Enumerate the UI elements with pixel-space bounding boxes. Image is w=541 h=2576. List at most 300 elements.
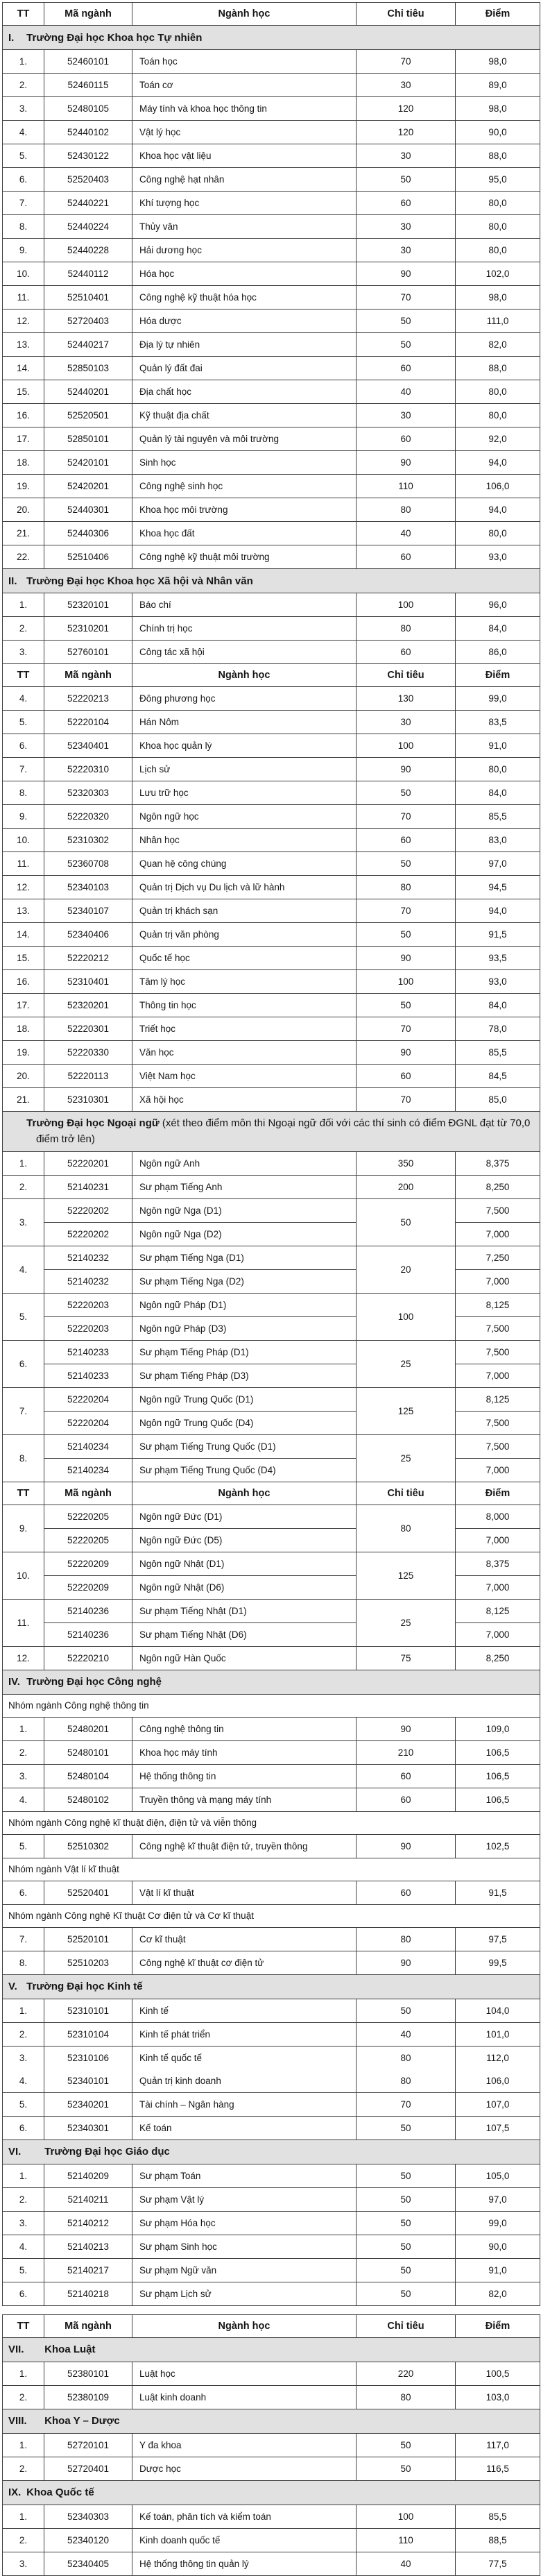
cell-code: 52440102 bbox=[44, 121, 132, 144]
cell-tt: 1. bbox=[3, 1999, 44, 2022]
table-row bbox=[3, 215, 540, 239]
section-header-cell bbox=[3, 2139, 540, 2164]
cell-score: 102,5 bbox=[456, 1834, 540, 1858]
col-header-score: Điểm bbox=[456, 1482, 540, 1505]
cell-tt: 1. bbox=[3, 593, 44, 617]
cell-tt: 5. bbox=[3, 1834, 44, 1858]
cell-score: 112,0 bbox=[456, 2046, 540, 2069]
cell-code: 52510401 bbox=[44, 286, 132, 310]
cell-quota: 25 bbox=[357, 1340, 456, 1387]
cell-code: 52220204 bbox=[44, 1411, 132, 1434]
cell-score: 100,5 bbox=[456, 2362, 540, 2385]
table-row bbox=[3, 2046, 540, 2069]
cell-code: 52440306 bbox=[44, 522, 132, 545]
cell-tt: 12. bbox=[3, 310, 44, 333]
cell-quota: 100 bbox=[357, 970, 456, 994]
cell-score: 82,0 bbox=[456, 2282, 540, 2305]
cell-name: Sư phạm Tiếng Anh bbox=[132, 1175, 357, 1198]
cell-tt: 5. bbox=[3, 1293, 44, 1340]
cell-quota: 50 bbox=[357, 781, 456, 805]
cell-code: 52140212 bbox=[44, 2211, 132, 2235]
cell-score: 8,250 bbox=[456, 1175, 540, 1198]
cell-name: Khí tượng học bbox=[132, 192, 357, 215]
column-header-row bbox=[3, 1482, 540, 1505]
cell-score: 99,5 bbox=[456, 1951, 540, 1974]
section-header-cell bbox=[3, 1112, 540, 1152]
cell-name: Ngôn ngữ Pháp (D3) bbox=[132, 1316, 357, 1340]
cell-name: Báo chí bbox=[132, 593, 357, 617]
cell-code: 52310301 bbox=[44, 1088, 132, 1112]
table-row bbox=[3, 192, 540, 215]
cell-quota: 60 bbox=[357, 829, 456, 852]
cell-quota: 200 bbox=[357, 1175, 456, 1198]
cell-name: Quản lý tài nguyên và môi trường bbox=[132, 427, 357, 451]
cell-name: Vật lý học bbox=[132, 121, 357, 144]
cell-tt: 11. bbox=[3, 1599, 44, 1646]
table-row bbox=[3, 2164, 540, 2187]
col-header-code: Mã ngành bbox=[44, 1482, 132, 1505]
cell-score: 111,0 bbox=[456, 310, 540, 333]
cell-name: Đông phương học bbox=[132, 687, 357, 711]
table-row bbox=[3, 2552, 540, 2575]
cell-score: 94,0 bbox=[456, 498, 540, 522]
cell-tt: 2. bbox=[3, 617, 44, 641]
section-title: Khoa Y – Dược bbox=[42, 2415, 120, 2427]
table-row bbox=[3, 2362, 540, 2385]
section-header bbox=[3, 2480, 540, 2505]
cell-tt: 3. bbox=[3, 2552, 44, 2575]
cell-score: 89,0 bbox=[456, 74, 540, 97]
col-header-quota: Chỉ tiêu bbox=[357, 664, 456, 687]
cell-tt: 4. bbox=[3, 687, 44, 711]
cell-tt: 21. bbox=[3, 1088, 44, 1112]
cell-tt: 9. bbox=[3, 805, 44, 829]
cell-quota: 60 bbox=[357, 1065, 456, 1088]
cell-name: Sư phạm Vật lý bbox=[132, 2187, 357, 2211]
cell-name: Khoa học máy tính bbox=[132, 1740, 357, 1764]
cell-tt: 11. bbox=[3, 852, 44, 876]
cell-code: 52140218 bbox=[44, 2282, 132, 2305]
table-row bbox=[3, 1788, 540, 1811]
cell-name: Quản lý đất đai bbox=[132, 357, 357, 380]
cell-quota: 110 bbox=[357, 475, 456, 498]
cell-code: 52220204 bbox=[44, 1387, 132, 1411]
cell-name: Cơ kĩ thuật bbox=[132, 1927, 357, 1951]
table-row bbox=[3, 1088, 540, 1112]
cell-score: 8,125 bbox=[456, 1387, 540, 1411]
cell-tt: 2. bbox=[3, 2187, 44, 2211]
cell-quota: 80 bbox=[357, 498, 456, 522]
cell-quota: 100 bbox=[357, 734, 456, 758]
cell-score: 107,5 bbox=[456, 2116, 540, 2139]
cell-tt: 22. bbox=[3, 545, 44, 569]
table-row bbox=[3, 2433, 540, 2457]
cell-quota: 80 bbox=[357, 876, 456, 899]
section-title: Trường Đại học Khoa học Tự nhiên bbox=[24, 31, 203, 44]
cell-score: 105,0 bbox=[456, 2164, 540, 2187]
table-row bbox=[3, 2282, 540, 2305]
cell-score: 84,5 bbox=[456, 1065, 540, 1088]
cell-code: 52420101 bbox=[44, 451, 132, 475]
table-row bbox=[3, 262, 540, 286]
cell-tt: 2. bbox=[3, 74, 44, 97]
cell-score: 106,5 bbox=[456, 1788, 540, 1811]
cell-quota: 100 bbox=[357, 1293, 456, 1340]
cell-code: 52140213 bbox=[44, 2235, 132, 2258]
section-title: Trường Đại học Công nghệ bbox=[24, 1676, 162, 1688]
cell-tt: 7. bbox=[3, 758, 44, 781]
cell-name: Ngôn ngữ Đức (D5) bbox=[132, 1528, 357, 1552]
cell-code: 52140234 bbox=[44, 1434, 132, 1458]
cell-name: Khoa học môi trường bbox=[132, 498, 357, 522]
cell-name: Quản trị văn phòng bbox=[132, 923, 357, 947]
cell-quota: 125 bbox=[357, 1552, 456, 1599]
table-row-group-first bbox=[3, 1340, 540, 1364]
table-row bbox=[3, 687, 540, 711]
cell-score: 7,500 bbox=[456, 1411, 540, 1434]
cell-quota: 30 bbox=[357, 144, 456, 168]
cell-score: 109,0 bbox=[456, 1717, 540, 1740]
cell-code: 52310101 bbox=[44, 1999, 132, 2022]
cell-score: 77,5 bbox=[456, 2552, 540, 2575]
cell-tt: 4. bbox=[3, 121, 44, 144]
col-header-quota: Chỉ tiêu bbox=[357, 2314, 456, 2337]
cell-code: 52460115 bbox=[44, 74, 132, 97]
col-header-name: Ngành học bbox=[132, 664, 357, 687]
cell-quota: 100 bbox=[357, 593, 456, 617]
cell-code: 52220209 bbox=[44, 1575, 132, 1599]
cell-code: 52380109 bbox=[44, 2385, 132, 2409]
column-header-row bbox=[3, 2314, 540, 2337]
cell-code: 52220203 bbox=[44, 1293, 132, 1316]
cell-name: Sư phạm Tiếng Pháp (D3) bbox=[132, 1364, 357, 1387]
section-label bbox=[8, 1115, 24, 1131]
cell-score: 98,0 bbox=[456, 286, 540, 310]
cell-tt: 15. bbox=[3, 380, 44, 404]
table-row bbox=[3, 2235, 540, 2258]
cell-tt: 10. bbox=[3, 262, 44, 286]
cell-name: Sư phạm Ngữ văn bbox=[132, 2258, 357, 2282]
cell-code: 52310201 bbox=[44, 617, 132, 641]
cell-quota: 60 bbox=[357, 192, 456, 215]
cell-score: 88,0 bbox=[456, 144, 540, 168]
table-row bbox=[3, 805, 540, 829]
cell-code: 52320303 bbox=[44, 781, 132, 805]
table-row bbox=[3, 923, 540, 947]
cell-code: 52340301 bbox=[44, 2116, 132, 2139]
table-row bbox=[3, 852, 540, 876]
cell-name: Quản trị Dịch vụ Du lịch và lữ hành bbox=[132, 876, 357, 899]
table-row bbox=[3, 144, 540, 168]
cell-name: Lịch sử bbox=[132, 758, 357, 781]
cell-name: Ngôn ngữ Đức (D1) bbox=[132, 1505, 357, 1528]
cell-code: 52520101 bbox=[44, 1927, 132, 1951]
section-header bbox=[3, 2139, 540, 2164]
table-row bbox=[3, 1951, 540, 1974]
table-row bbox=[3, 97, 540, 121]
cell-tt: 5. bbox=[3, 2258, 44, 2282]
cell-quota: 90 bbox=[357, 1951, 456, 1974]
cell-code: 52520501 bbox=[44, 404, 132, 427]
cell-score: 7,500 bbox=[456, 1198, 540, 1222]
cell-code: 52520403 bbox=[44, 168, 132, 192]
cell-code: 52850103 bbox=[44, 357, 132, 380]
section-title: Trường Đại học Kinh tế bbox=[24, 1981, 143, 1992]
col-header-quota: Chỉ tiêu bbox=[357, 1482, 456, 1505]
cell-name: Ngôn ngữ Nhật (D1) bbox=[132, 1552, 357, 1575]
cell-quota: 50 bbox=[357, 2433, 456, 2457]
table-row bbox=[3, 74, 540, 97]
table-row-group-second bbox=[3, 1269, 540, 1293]
cell-tt: 17. bbox=[3, 427, 44, 451]
section-label: II. bbox=[8, 575, 17, 587]
cell-quota: 70 bbox=[357, 899, 456, 923]
cell-tt: 17. bbox=[3, 994, 44, 1017]
cell-quota: 40 bbox=[357, 522, 456, 545]
cell-score: 98,0 bbox=[456, 50, 540, 74]
cell-name: Kế toán bbox=[132, 2116, 357, 2139]
table-row bbox=[3, 876, 540, 899]
cell-quota: 70 bbox=[357, 286, 456, 310]
col-header-name: Ngành học bbox=[132, 1482, 357, 1505]
subsection-label: Nhóm ngành Vật lí kĩ thuật bbox=[3, 1858, 540, 1881]
cell-quota: 50 bbox=[357, 333, 456, 357]
table-row bbox=[3, 593, 540, 617]
cell-code: 52440201 bbox=[44, 380, 132, 404]
cell-quota: 50 bbox=[357, 310, 456, 333]
cell-code: 52220113 bbox=[44, 1065, 132, 1088]
admissions-table bbox=[2, 2, 540, 2576]
table-row-group-second bbox=[3, 1458, 540, 1482]
table-row bbox=[3, 970, 540, 994]
cell-name: Luật kinh doanh bbox=[132, 2385, 357, 2409]
cell-quota: 90 bbox=[357, 1834, 456, 1858]
spacer-cell bbox=[3, 2305, 540, 2314]
cell-name: Sư phạm Tiếng Nga (D1) bbox=[132, 1246, 357, 1269]
cell-tt: 18. bbox=[3, 1017, 44, 1041]
cell-score: 99,0 bbox=[456, 687, 540, 711]
cell-quota: 125 bbox=[357, 1387, 456, 1434]
table-row bbox=[3, 427, 540, 451]
cell-score: 97,0 bbox=[456, 852, 540, 876]
cell-code: 52420201 bbox=[44, 475, 132, 498]
cell-name: Văn học bbox=[132, 1041, 357, 1065]
cell-code: 52340101 bbox=[44, 2069, 132, 2093]
table-row bbox=[3, 734, 540, 758]
cell-score: 7,000 bbox=[456, 1458, 540, 1482]
table-row bbox=[3, 2022, 540, 2046]
cell-quota: 50 bbox=[357, 2116, 456, 2139]
cell-name: Kinh tế quốc tế bbox=[132, 2046, 357, 2069]
cell-code: 52440228 bbox=[44, 239, 132, 262]
cell-score: 103,0 bbox=[456, 2385, 540, 2409]
cell-code: 52310104 bbox=[44, 2022, 132, 2046]
table-row bbox=[3, 617, 540, 641]
cell-score: 85,0 bbox=[456, 1088, 540, 1112]
table-row bbox=[3, 994, 540, 1017]
subsection-row bbox=[3, 1858, 540, 1881]
cell-name: Sư phạm Lịch sử bbox=[132, 2282, 357, 2305]
cell-name: Hệ thống thông tin bbox=[132, 1764, 357, 1788]
table-row bbox=[3, 333, 540, 357]
cell-tt: 13. bbox=[3, 899, 44, 923]
table-row bbox=[3, 899, 540, 923]
table-row bbox=[3, 1999, 540, 2022]
cell-tt: 19. bbox=[3, 1041, 44, 1065]
table-row bbox=[3, 239, 540, 262]
table-row-group-second bbox=[3, 1411, 540, 1434]
section-header-cell bbox=[3, 1974, 540, 1999]
cell-score: 106,0 bbox=[456, 2069, 540, 2093]
table-row bbox=[3, 1151, 540, 1175]
table-row bbox=[3, 781, 540, 805]
cell-code: 52220104 bbox=[44, 711, 132, 734]
table-row bbox=[3, 2069, 540, 2093]
col-header-tt: TT bbox=[3, 3, 44, 26]
table-row bbox=[3, 404, 540, 427]
cell-code: 52140217 bbox=[44, 2258, 132, 2282]
cell-score: 90,0 bbox=[456, 121, 540, 144]
section-note: (xét theo điểm môn thi Ngoại ngữ đối với các thí sinh có điểm ĐGNL đạt từ 70,0 điểm trở lên) bbox=[36, 1117, 531, 1146]
section-header bbox=[3, 26, 540, 50]
section-title: Trường Đại học Ngoại ngữ bbox=[24, 1117, 160, 1129]
cell-score: 94,0 bbox=[456, 899, 540, 923]
cell-score: 8,125 bbox=[456, 1599, 540, 1622]
table-row bbox=[3, 1881, 540, 1904]
table-row bbox=[3, 498, 540, 522]
cell-code: 52440217 bbox=[44, 333, 132, 357]
cell-tt: 5. bbox=[3, 144, 44, 168]
cell-score: 8,250 bbox=[456, 1646, 540, 1670]
cell-quota: 60 bbox=[357, 1881, 456, 1904]
cell-score: 78,0 bbox=[456, 1017, 540, 1041]
cell-quota: 40 bbox=[357, 2552, 456, 2575]
cell-quota: 60 bbox=[357, 641, 456, 664]
cell-name: Sư phạm Sinh học bbox=[132, 2235, 357, 2258]
cell-name: Việt Nam học bbox=[132, 1065, 357, 1088]
cell-code: 52220202 bbox=[44, 1222, 132, 1246]
cell-code: 52340406 bbox=[44, 923, 132, 947]
section-label: I. bbox=[8, 31, 15, 44]
cell-name: Ngôn ngữ Pháp (D1) bbox=[132, 1293, 357, 1316]
cell-quota: 50 bbox=[357, 923, 456, 947]
cell-name: Sư phạm Tiếng Trung Quốc (D4) bbox=[132, 1458, 357, 1482]
table-row bbox=[3, 758, 540, 781]
cell-score: 80,0 bbox=[456, 215, 540, 239]
cell-quota: 100 bbox=[357, 2505, 456, 2528]
spacer-row bbox=[3, 2305, 540, 2314]
cell-score: 80,0 bbox=[456, 522, 540, 545]
cell-quota: 80 bbox=[357, 617, 456, 641]
table-row bbox=[3, 2457, 540, 2480]
cell-name: Quốc tế học bbox=[132, 947, 357, 970]
table-row bbox=[3, 168, 540, 192]
cell-code: 52140231 bbox=[44, 1175, 132, 1198]
cell-name: Ngôn ngữ Nga (D2) bbox=[132, 1222, 357, 1246]
cell-quota: 50 bbox=[357, 852, 456, 876]
cell-score: 86,0 bbox=[456, 641, 540, 664]
cell-score: 116,5 bbox=[456, 2457, 540, 2480]
table-row bbox=[3, 1834, 540, 1858]
col-header-quota: Chỉ tiêu bbox=[357, 3, 456, 26]
cell-tt: 7. bbox=[3, 1387, 44, 1434]
subsection-label: Nhóm ngành Công nghệ kĩ thuật điện, điện tử và viễn thông bbox=[3, 1811, 540, 1834]
cell-quota: 70 bbox=[357, 1017, 456, 1041]
cell-quota: 220 bbox=[357, 2362, 456, 2385]
table-row bbox=[3, 641, 540, 664]
cell-tt: 20. bbox=[3, 1065, 44, 1088]
cell-name: Hệ thống thông tin quản lý bbox=[132, 2552, 357, 2575]
cell-quota: 90 bbox=[357, 947, 456, 970]
table-row-group-second bbox=[3, 1622, 540, 1646]
cell-code: 52220209 bbox=[44, 1552, 132, 1575]
cell-tt: 13. bbox=[3, 333, 44, 357]
cell-code: 52430122 bbox=[44, 144, 132, 168]
cell-code: 52220320 bbox=[44, 805, 132, 829]
cell-code: 52220310 bbox=[44, 758, 132, 781]
cell-tt: 1. bbox=[3, 2362, 44, 2385]
cell-tt: 6. bbox=[3, 2282, 44, 2305]
cell-score: 97,0 bbox=[456, 2187, 540, 2211]
cell-score: 7,000 bbox=[456, 1222, 540, 1246]
cell-quota: 50 bbox=[357, 2164, 456, 2187]
cell-tt: 4. bbox=[3, 1788, 44, 1811]
cell-name: Công tác xã hội bbox=[132, 641, 357, 664]
cell-tt: 8. bbox=[3, 215, 44, 239]
cell-tt: 7. bbox=[3, 1927, 44, 1951]
cell-code: 52510203 bbox=[44, 1951, 132, 1974]
table-row-group-second bbox=[3, 1316, 540, 1340]
cell-score: 85,5 bbox=[456, 805, 540, 829]
cell-code: 52510406 bbox=[44, 545, 132, 569]
cell-code: 52850101 bbox=[44, 427, 132, 451]
cell-quota: 50 bbox=[357, 2235, 456, 2258]
table-row bbox=[3, 1065, 540, 1088]
cell-code: 52220213 bbox=[44, 687, 132, 711]
cell-quota: 50 bbox=[357, 2187, 456, 2211]
col-header-tt: TT bbox=[3, 664, 44, 687]
cell-score: 91,5 bbox=[456, 1881, 540, 1904]
section-title: Trường Đại học Khoa học Xã hội và Nhân văn bbox=[24, 575, 253, 587]
cell-tt: 1. bbox=[3, 1717, 44, 1740]
cell-score: 91,5 bbox=[456, 923, 540, 947]
cell-name: Công nghệ kĩ thuật cơ điện tử bbox=[132, 1951, 357, 1974]
table-row bbox=[3, 2258, 540, 2282]
cell-name: Ngôn ngữ Nga (D1) bbox=[132, 1198, 357, 1222]
table-row-group-first bbox=[3, 1387, 540, 1411]
cell-name: Công nghệ kỹ thuật môi trường bbox=[132, 545, 357, 569]
cell-code: 52760101 bbox=[44, 641, 132, 664]
subsection-label: Nhóm ngành Công nghệ thông tin bbox=[3, 1694, 540, 1717]
cell-score: 7,250 bbox=[456, 1246, 540, 1269]
subsection-row bbox=[3, 1694, 540, 1717]
cell-score: 8,375 bbox=[456, 1151, 540, 1175]
cell-code: 52140211 bbox=[44, 2187, 132, 2211]
cell-score: 102,0 bbox=[456, 262, 540, 286]
section-header bbox=[3, 2337, 540, 2362]
table-row bbox=[3, 2211, 540, 2235]
cell-quota: 25 bbox=[357, 1434, 456, 1482]
cell-code: 52340107 bbox=[44, 899, 132, 923]
cell-code: 52140234 bbox=[44, 1458, 132, 1482]
cell-code: 52340405 bbox=[44, 2552, 132, 2575]
cell-tt: 6. bbox=[3, 168, 44, 192]
subsection-label: Nhóm ngành Công nghệ Kĩ thuật Cơ điện tử và Cơ kĩ thuật bbox=[3, 1904, 540, 1927]
cell-quota: 60 bbox=[357, 1764, 456, 1788]
cell-code: 52340401 bbox=[44, 734, 132, 758]
cell-name: Thủy văn bbox=[132, 215, 357, 239]
cell-tt: 12. bbox=[3, 1646, 44, 1670]
